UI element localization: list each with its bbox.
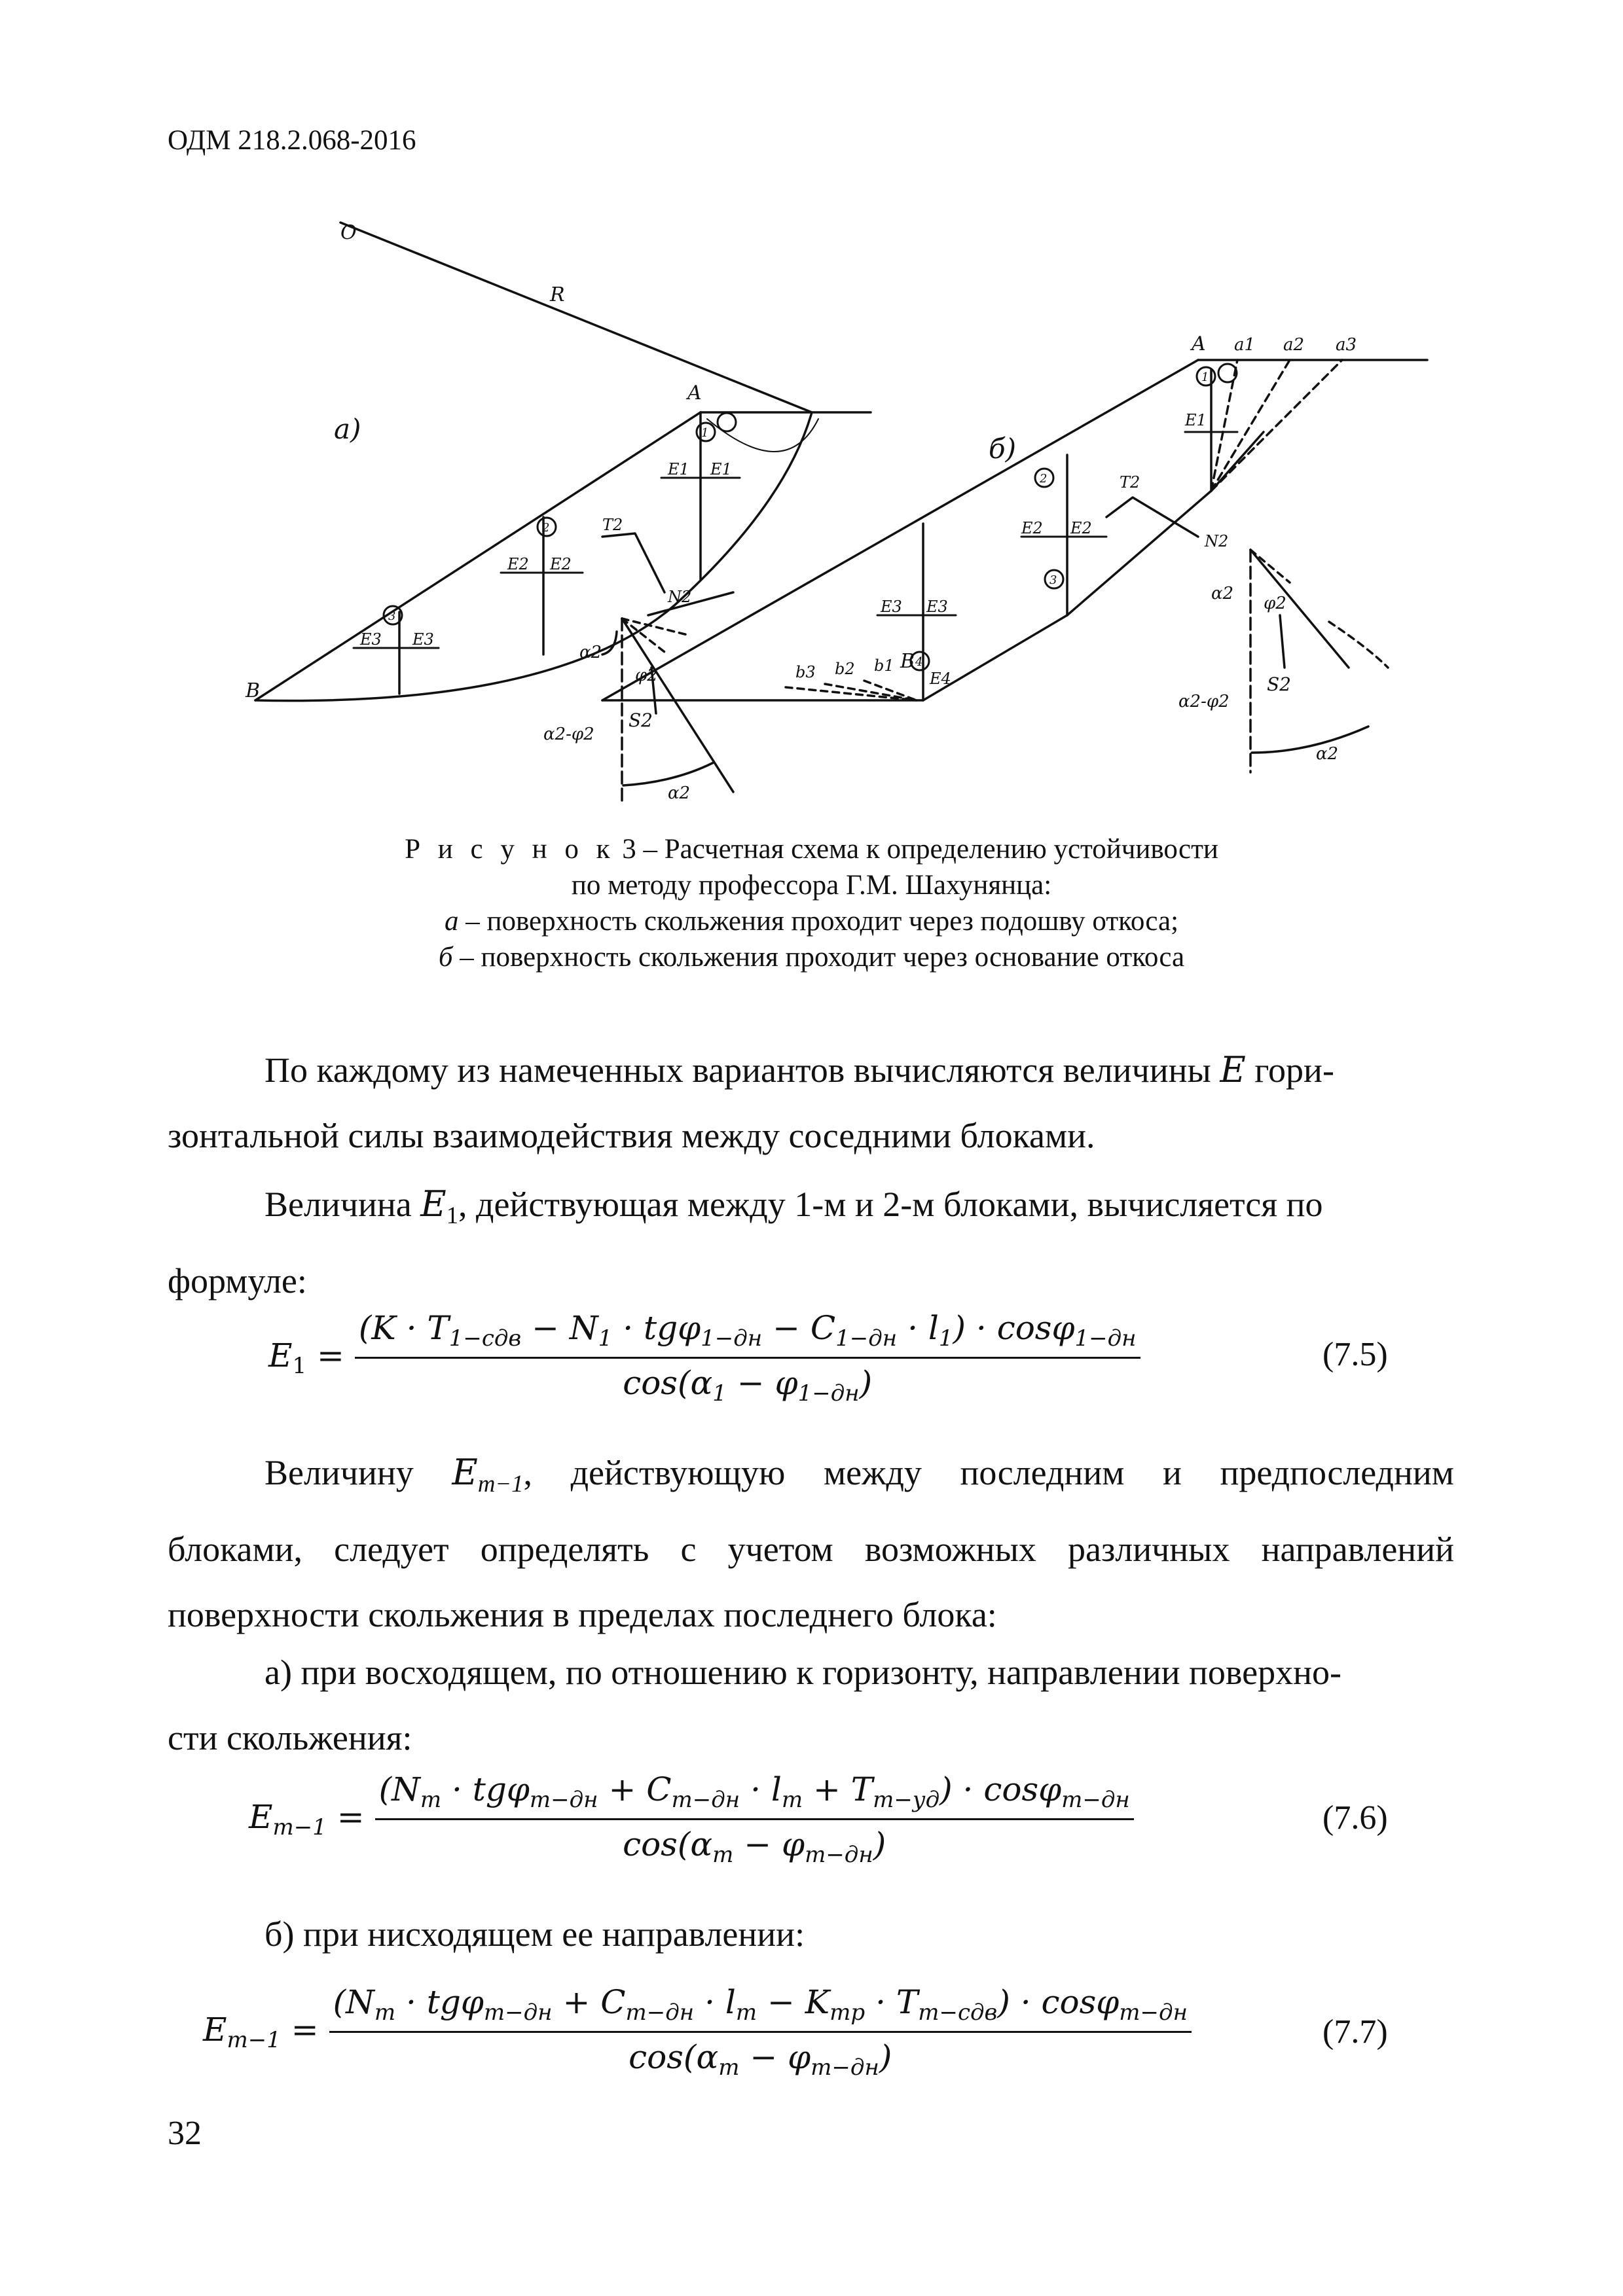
label-T2-b: T2	[1120, 473, 1140, 492]
num-1-a: 1	[701, 426, 709, 440]
label-a2: a2	[1283, 335, 1305, 355]
label-E1-a-right: E1	[710, 460, 732, 478]
label-E3-b-left: E3	[881, 598, 902, 616]
document-code-header: ОДМ 218.2.068-2016	[168, 125, 416, 156]
num-3-a: 3	[388, 609, 396, 623]
equation-7-7-number: (7.7)	[1322, 2013, 1388, 2051]
paragraph-1	[168, 1037, 1454, 1168]
label-A-b: A	[1192, 332, 1206, 355]
slip-middle-b	[1067, 491, 1211, 615]
arc-alpha2-b	[1252, 726, 1368, 753]
label-a1: a1	[1234, 335, 1256, 355]
inclined-line-a	[622, 619, 733, 792]
label-N2-a: N2	[668, 588, 692, 606]
arc-angle-a	[602, 632, 617, 655]
num-1-b: 1	[1201, 370, 1209, 384]
label-part-b: б)	[989, 433, 1017, 465]
label-E1-b: E1	[1185, 411, 1207, 429]
label-B-a: B	[246, 679, 261, 702]
arc-sector-b	[1329, 622, 1388, 668]
label-phi2-a: φ2	[635, 666, 658, 685]
label-alpha2-b: α2	[1211, 584, 1234, 603]
num-4-b: 4	[915, 655, 923, 669]
num-3-b: 3	[1049, 573, 1057, 587]
force-polygon-a	[602, 533, 665, 592]
slope-surface-b	[602, 360, 1198, 700]
paragraph-4-line-2: сти скольжения:	[168, 1718, 412, 1757]
paragraph-4	[168, 1640, 1454, 1770]
label-R: R	[550, 283, 565, 306]
label-A-a: A	[687, 382, 702, 404]
label-O: О	[340, 221, 357, 244]
label-E2-b-right: E2	[1070, 519, 1092, 537]
label-part-a: а)	[334, 413, 361, 445]
slip-upper-b	[1211, 432, 1264, 491]
num-2-a: 2	[542, 521, 550, 535]
label-alpha2-a-bottom: α2	[668, 783, 691, 803]
label-E2-b-left: E2	[1021, 519, 1043, 537]
label-b2: b2	[835, 660, 855, 678]
paragraph-2-line-1: Величина $E_1$, действующая между 1-м и 2-м блоками, вычисляется по	[264, 1183, 1323, 1229]
figure-caption-line2: по методу профессора Г.М. Шахунянца:	[571, 870, 1052, 901]
radius-line-a	[340, 223, 812, 412]
label-b1: b1	[874, 656, 894, 675]
label-E3-a-right: E3	[412, 630, 434, 649]
paragraph-5-line-1: б) при нисходящем ее направлении:	[264, 1914, 805, 1954]
label-E4-b: E4	[930, 670, 951, 688]
label-N2-b: N2	[1205, 532, 1229, 550]
arc-alpha2-a	[623, 762, 714, 785]
label-B-b: B	[900, 650, 915, 673]
label-phi2-b: φ2	[1264, 594, 1286, 613]
vector-S2-b	[1280, 615, 1285, 668]
equation-7-5: $E_1$ = $\frac{(K \cdot T_{1-сдв} - N_1 \cdot tg\varphi_{1-дн} - C_{1-дн} \cdot l_1) \cdot \cos\varphi_{1-дн}}{\cos(\alpha_1 - \varphi_{1-дн})}$	[268, 1309, 1140, 1407]
label-alpha2-b-bottom: α2	[1316, 744, 1339, 764]
label-T2-a: T2	[602, 516, 623, 534]
equation-7-6-number: (7.6)	[1322, 1799, 1388, 1837]
equation-7-6: $E_{m-1}$ = $\frac{(N_m \cdot tg\varphi_{m-дн} + C_{m-дн} \cdot l_m + T_{m-уд}) \cdot \cos\varphi_{m-дн}}{\cos(\alpha_m - \varphi_{m-дн})}$	[249, 1770, 1134, 1868]
slip-surface-a	[255, 412, 812, 701]
label-alpha2-a: α2	[579, 643, 602, 662]
label-E3-b-right: E3	[926, 598, 948, 616]
label-alpha2-phi2-b: α2-φ2	[1178, 692, 1230, 711]
label-b3: b3	[795, 663, 816, 681]
paragraph-3-line-2: блоками, следует определять с учетом возможных различных направлений	[168, 1530, 1454, 1570]
label-E2-a-left: E2	[507, 555, 529, 573]
slip-arc-inner-a	[707, 419, 818, 452]
paragraph-5	[168, 1901, 1454, 1967]
label-E1-a-left: E1	[668, 460, 689, 478]
equation-7-5-number: (7.5)	[1322, 1336, 1388, 1373]
equation-7-7: $E_{m-1}$ = $\frac{(N_m \cdot tg\varphi_{m-дн} + C_{m-дн} \cdot l_m - K_{тр} \cdot T_{m-сдв}) \cdot \cos\varphi_{m-дн}}{\cos(\alpha_m - \varphi_{m-дн})}$	[203, 1983, 1192, 2081]
label-alpha2-phi2-a: α2-φ2	[543, 725, 594, 744]
label-E3-a-left: E3	[360, 630, 382, 649]
force-polygon-b	[1106, 497, 1198, 537]
slope-surface-a	[255, 412, 701, 700]
paragraph-3-line-1: Величину $E_{m-1}$, действующую между последним и предпоследним	[264, 1452, 1454, 1498]
page-number: 32	[168, 2115, 202, 2152]
paragraph-1-line-2: зонтальной силы взаимодействия между соседними блоками.	[168, 1116, 1095, 1155]
paragraph-4-line-1: а) при восходящем, по отношению к горизонту, направлении поверхно-	[264, 1653, 1341, 1692]
paragraph-2-line-2: формуле:	[168, 1261, 307, 1301]
paragraph-1-line-1: По каждому из намеченных вариантов вычисляются величины E гори-	[264, 1049, 1334, 1090]
figure-caption-title: Р и с у н о к 3 – Расчетная схема к определению устойчивости	[405, 834, 1218, 865]
label-a3: a3	[1336, 335, 1357, 355]
stability-scheme-figure	[216, 196, 1447, 825]
label-E2-a-right: E2	[550, 555, 572, 573]
paragraph-2	[168, 1172, 1454, 1314]
paragraph-3	[168, 1440, 1454, 1647]
dashed-a3	[1211, 360, 1342, 491]
figure-caption-line3: а – поверхность скольжения проходит через подошву откоса;	[444, 906, 1179, 937]
dashed-ray-b	[1250, 550, 1290, 583]
figure-caption-line4: б – поверхность скольжения проходит через основание откоса	[438, 942, 1185, 973]
label-S2-a: S2	[629, 709, 653, 731]
num-2-b: 2	[1040, 472, 1048, 486]
paragraph-3-line-3: поверхности скольжения в пределах последнего блока:	[168, 1595, 997, 1635]
label-S2-b: S2	[1267, 673, 1291, 695]
